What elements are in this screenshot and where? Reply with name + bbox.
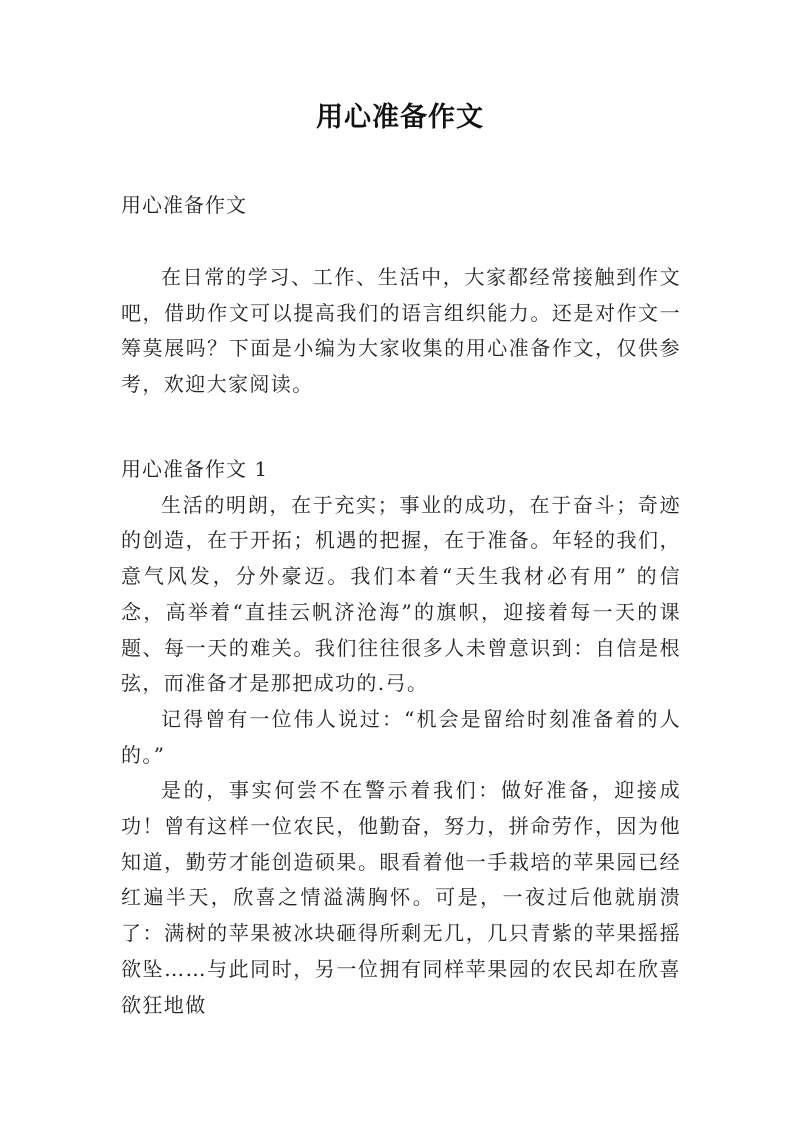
body-paragraph-3: 是的，事实何尝不在警示着我们：做好准备，迎接成功！曾有这样一位农民，他勤奋，努力，拼命劳作，因为他知道，勤劳才能创造硕果。眼看着他一手栽培的苹果园已经红遍半天，欣喜之情溢满胸怀。可是，一夜过后他就崩溃了：满树的苹果被冰块砸得所剩无几，几只青紫的苹果摇摇欲坠……与此同时，另一位拥有同样苹果园的农民却在欣喜欲狂地做: [121, 778, 681, 1017]
document-subtitle: 用心准备作文: [121, 193, 247, 217]
body-paragraph-1: 生活的明朗，在于充实；事业的成功，在于奋斗；奇迹的创造，在于开拓；机遇的把握，在于准备。年轻的我们，意气风发，分外豪迈。我们本着“天生我材必有用” 的信念，高举着“直挂云帆济沧海”的旗帜，迎接着每一天的课题、每一天的难关。我们往往很多人未曾意识到：自信是根弦，而准备才是那把成功的.弓。: [121, 492, 681, 696]
document-title: 用心准备作文: [316, 102, 484, 133]
intro-paragraph: 在日常的学习、工作、生活中，大家都经常接触到作文吧，借助作文可以提高我们的语言组织能力。还是对作文一筹莫展吗？下面是小编为大家收集的用心准备作文，仅供参考，欢迎大家阅读。: [121, 265, 681, 397]
body-paragraph-2: 记得曾有一位伟人说过：“机会是留给时刻准备着的人的。”: [121, 706, 681, 767]
section-heading: 用心准备作文 1: [121, 457, 269, 481]
essay-section-1: [121, 452, 681, 1023]
intro-block: [121, 260, 681, 403]
